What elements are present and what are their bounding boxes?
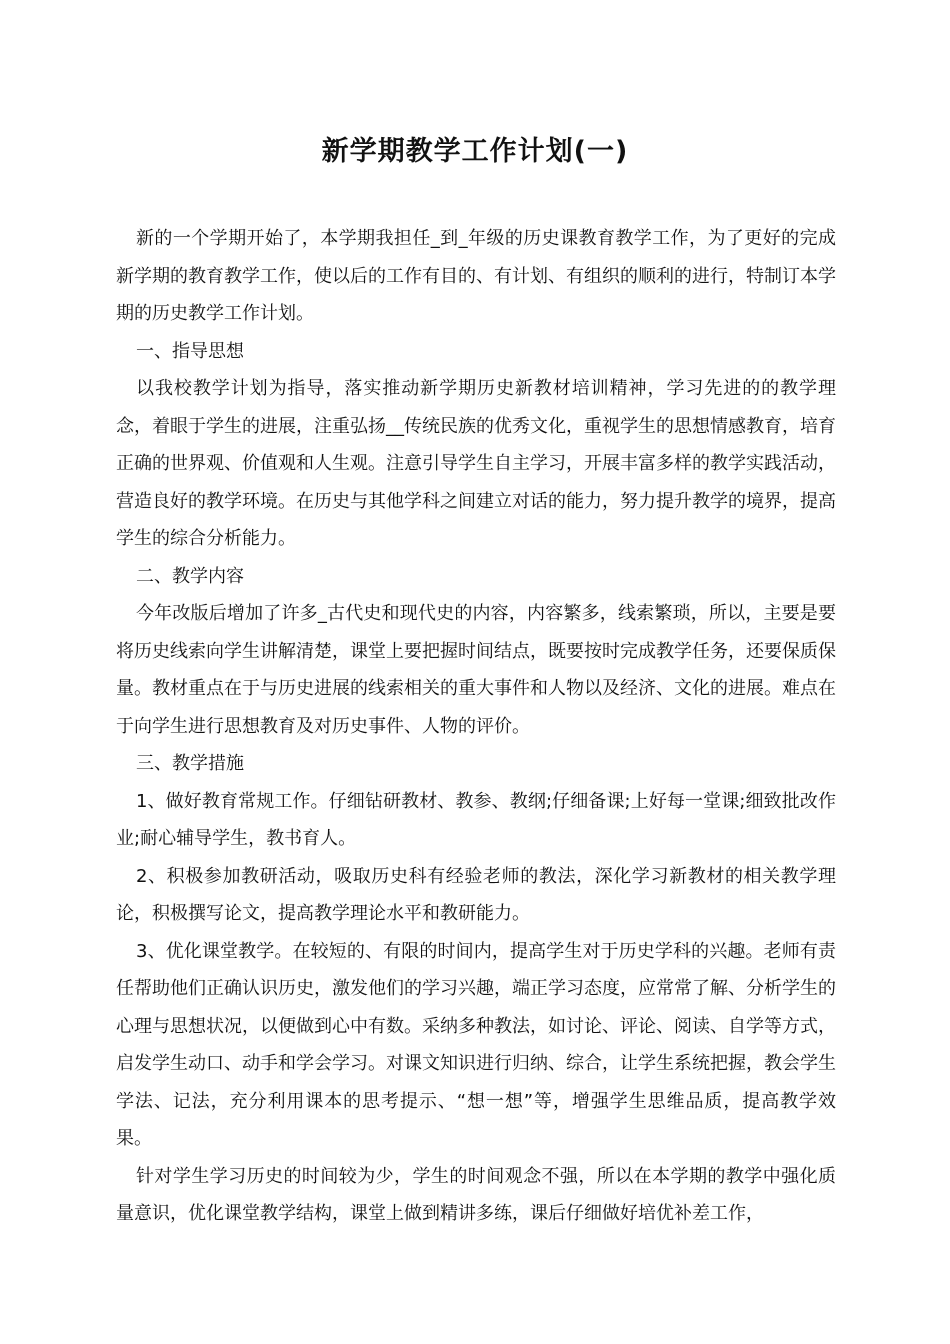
document-body — [116, 220, 836, 1233]
section-heading-teaching-measures: 三、教学措施 — [136, 753, 244, 774]
section-heading-guiding-thought: 一、指导思想 — [136, 340, 244, 362]
teaching-content-paragraph: 今年改版后增加了许多_古代史和现代史的内容，内容繁多，线索繁琐，所以，主要是要将历史线索向学生讲解清楚，课堂上要把握时间结点，既要按时完成教学任务，还要保质保量。教材重点在于与历史进展的线索相关的重大事件和人物以及经济、文化的进展。难点在于向学生进行思想教育及对历史事件、人物的评价。 — [116, 603, 836, 737]
measure-item-2: 2、积极参加教研活动，吸取历史科有经验老师的教法，深化学习新教材的相关教学理论，积极撰写论文，提高教学理论水平和教研能力。 — [116, 865, 836, 924]
guiding-thought-paragraph: 以我校教学计划为指导，落实推动新学期历史新教材培训精神，学习先进的的教学理念，着眼于学生的进展，注重弘扬__传统民族的优秀文化，重视学生的思想情感教育，培育正确的世界观、价值观和人生观。注意引导学生自主学习，开展丰富多样的教学实践活动，营造良好的教学环境。在历史与其他学科之间建立对话的能力，努力提升教学的境界，提高学生的综合分析能力。 — [116, 378, 836, 549]
document-title: 新学期教学工作计划(一) — [321, 136, 629, 167]
closing-paragraph: 针对学生学习历史的时间较为少，学生的时间观念不强，所以在本学期的教学中强化质量意识，优化课堂教学结构，课堂上做到精讲多练，课后仔细做好培优补差工作， — [116, 1165, 836, 1224]
measure-item-3: 3、优化课堂教学。在较短的、有限的时间内，提高学生对于历史学科的兴趣。老师有责任帮助他们正确认识历史，激发他们的学习兴趣，端正学习态度，应常常了解、分析学生的心理与思想状况，以便做到心中有数。采纳多种教法，如讨论、评论、阅读、自学等方式，启发学生动口、动手和学会学习。对课文知识进行归纳、综合，让学生系统把握，教会学生学法、记法，充分利用课本的思考提示、“想一想”等，增强学生思维品质，提高教学效果。 — [116, 940, 836, 1149]
measure-item-1: 1、做好教育常规工作。仔细钻研教材、教参、教纲;仔细备课;上好每一堂课;细致批改作业;耐心辅导学生，教书育人。 — [116, 790, 836, 849]
intro-paragraph: 新的一个学期开始了，本学期我担任_到_年级的历史课教育教学工作，为了更好的完成新学期的教育教学工作，使以后的工作有目的、有计划、有组织的顺利的进行，特制订本学期的历史教学工作计划。 — [116, 228, 836, 324]
section-heading-teaching-content: 二、教学内容 — [136, 565, 244, 587]
